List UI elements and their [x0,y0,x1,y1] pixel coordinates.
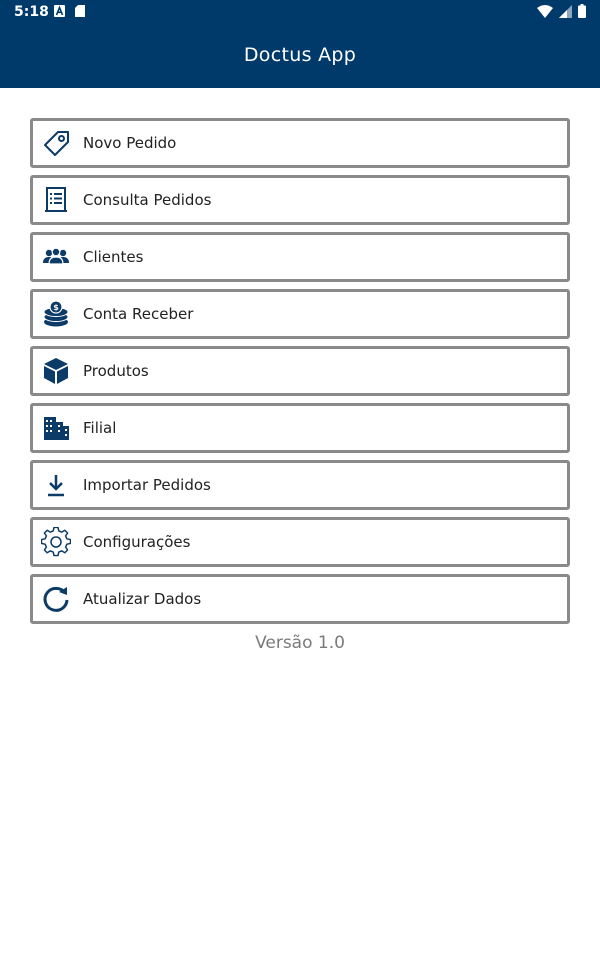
wifi-icon [537,5,553,18]
tag-icon [41,128,71,158]
svg-text:$: $ [53,303,59,312]
coins-icon [41,299,71,329]
menu-item-consulta-pedidos[interactable] [30,175,570,225]
menu-item-atualizar-dados[interactable] [30,574,570,624]
menu-item-configuracoes[interactable] [30,517,570,567]
gear-icon [41,527,71,557]
menu-item-label: Produtos [83,362,149,380]
app-title: Doctus App [243,44,357,66]
menu-item-label: Atualizar Dados [83,590,202,608]
menu-item-clientes[interactable] [30,232,570,282]
main-menu [30,118,570,631]
a-notification-icon [54,5,65,17]
menu-item-label: Clientes [83,248,144,266]
menu-item-label: Filial [83,419,117,437]
version-label: Versão 1.0 [255,633,345,653]
menu-item-filial[interactable] [30,403,570,453]
menu-item-label: Configurações [83,533,191,551]
menu-item-label: Novo Pedido [83,134,177,152]
status-system-icons [537,4,586,18]
menu-item-importar-pedidos[interactable] [30,460,570,510]
status-notification-icons [54,5,85,17]
sd-card-icon [75,5,85,17]
menu-item-label: Consulta Pedidos [83,191,212,209]
download-icon [41,470,71,500]
menu-item-produtos[interactable] [30,346,570,396]
refresh-icon [41,584,71,614]
menu-item-label: Importar Pedidos [83,476,211,494]
menu-item-label: Conta Receber [83,305,194,323]
app-header [0,0,600,88]
battery-icon [578,4,586,18]
cell-signal-icon [559,5,572,18]
menu-item-conta-receber[interactable] [30,289,570,339]
status-time: 5:18 [14,4,49,20]
document-list-icon [41,185,71,215]
box-icon [41,356,71,386]
menu-item-novo-pedido[interactable] [30,118,570,168]
users-icon [41,242,71,272]
buildings-icon [41,413,71,443]
status-bar [0,0,600,24]
